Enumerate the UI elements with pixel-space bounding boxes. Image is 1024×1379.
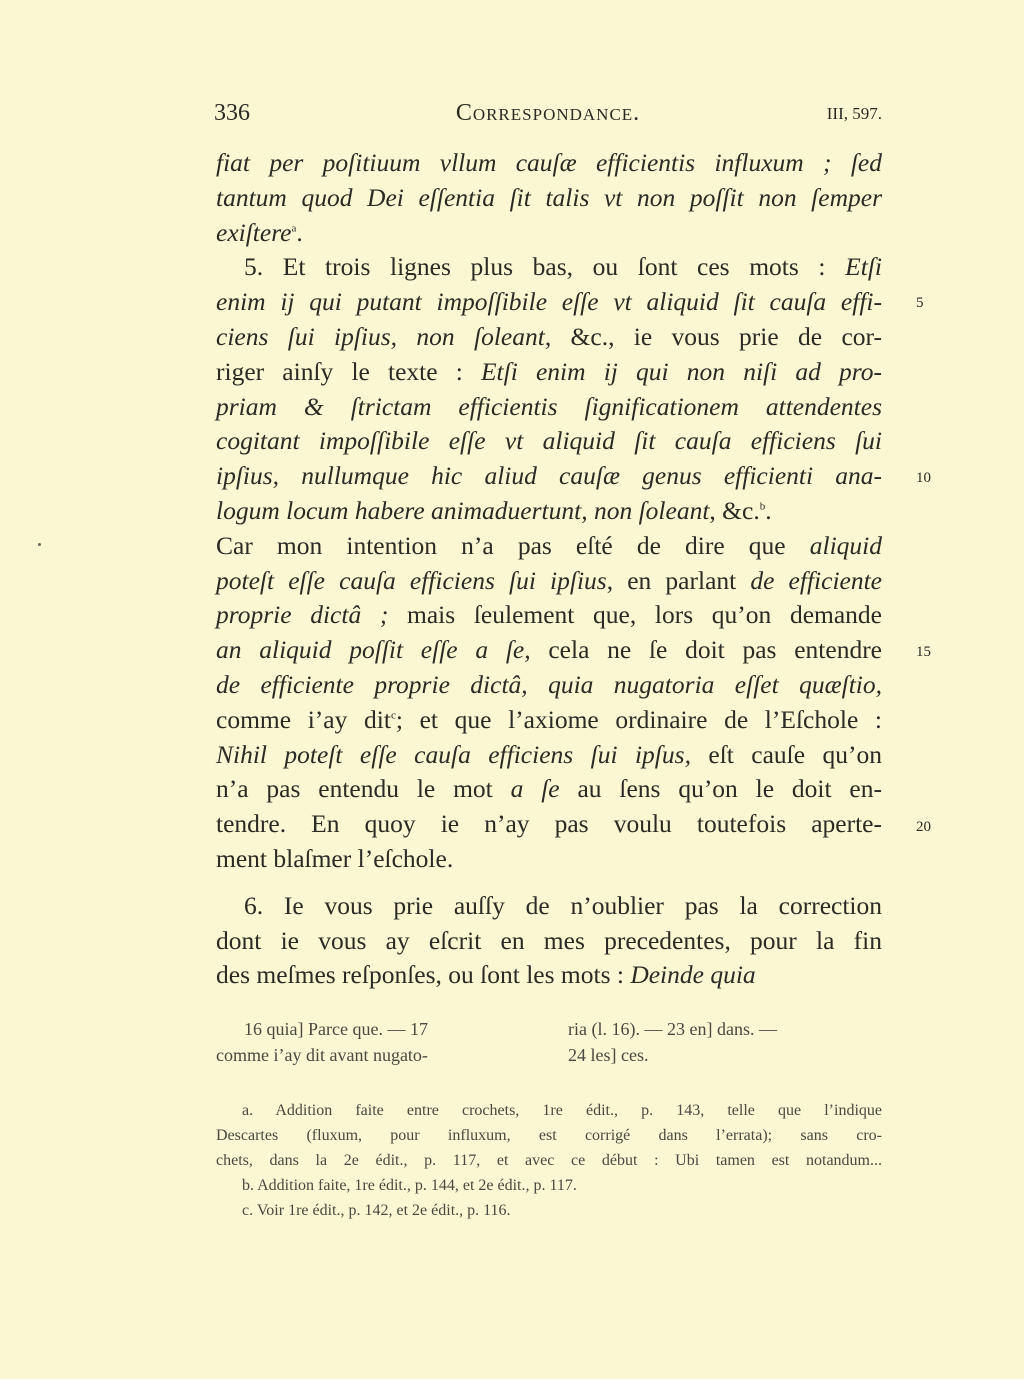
latin-text: Etſi: [845, 252, 882, 282]
text-line: [216, 355, 882, 390]
french-text: comme i’ay dit: [216, 704, 391, 734]
french-text: dont ie vous ay eſcrit en mes precedentes, pour la fin: [216, 925, 882, 955]
text-line: [216, 285, 882, 320]
line-number-5: 5: [916, 295, 924, 311]
latin-text: cogitant impoſſibile eſſe vt aliquid ſit cauſa efficiens ſui: [216, 426, 882, 456]
french-text: mais ſeulement que, lors qu’on demande: [388, 600, 882, 630]
latin-text: fiat per poſitiuum vllum cauſæ efficientis influxum ; ſed: [216, 148, 882, 177]
footnote-line: chets, dans la 2e édit., p. 117, et avec ce début : Ubi tamen est notandum...: [216, 1152, 882, 1169]
latin-text: poteſt eſſe cauſa efficiens ſui ipſius: [216, 565, 607, 595]
text-line: [216, 424, 882, 459]
variant-line: comme i’ay dit avant nugato-: [216, 1045, 428, 1065]
latin-text: de efficiente proprie dictâ, quia nugatoria eſſet quæſtio,: [216, 669, 882, 699]
text-line: [216, 216, 882, 251]
french-text: 6. Ie vous prie auſſy de n’oublier pas la correction: [244, 890, 882, 920]
variant-line: 24 les] ces.: [568, 1045, 649, 1065]
footnote-line: Descartes (fluxum, pour influxum, est corrigé dans l’errata); sans cro-: [216, 1127, 882, 1144]
french-text: ment blaſmer l’eſchole.: [216, 843, 454, 873]
latin-text: logum locum habere animaduertunt, non ſoleant: [216, 495, 710, 525]
french-text: , &c.: [709, 495, 760, 525]
text-line: [216, 320, 882, 355]
footnote-marker: b: [759, 500, 766, 513]
variants-column-2: [568, 1016, 777, 1068]
french-text: des meſmes reſponſes, ou ſont les mots :: [216, 960, 631, 990]
text-line: [216, 633, 882, 668]
text-line: [216, 494, 882, 529]
latin-text: priam & ſtrictam efficientis ſignificationem attendentes: [216, 391, 882, 421]
latin-text: an aliquid poſſit eſſe a ſe,: [216, 635, 531, 665]
latin-text: a ſe: [510, 774, 560, 804]
french-text: eſt cauſe qu’on: [690, 739, 882, 769]
text-line: [216, 146, 882, 181]
text-line: [216, 598, 882, 633]
text-line: [216, 703, 882, 738]
text-line: [216, 807, 882, 842]
latin-text: exiſtere: [216, 217, 292, 247]
footnote-line: b. Addition faite, 1re édit., p. 144, et 2e édit., p. 117.: [242, 1177, 577, 1194]
text-line: [216, 738, 882, 773]
french-text: riger ainſy le texte :: [216, 356, 481, 386]
text-line: [216, 390, 882, 425]
text-line: [216, 924, 882, 959]
footnote-marker: c: [390, 709, 396, 722]
text-line: [216, 772, 882, 807]
line-number-20: 20: [916, 819, 931, 835]
french-text: tendre. En quoy ie n’ay pas voulu toutefois aperte-: [216, 809, 882, 839]
latin-text: ipſius, nullumque hic aliud cauſæ genus efficienti ana-: [216, 461, 882, 491]
french-text: n’a pas entendu le mot: [216, 774, 511, 804]
french-text: , &c., ie vous prie de cor-: [544, 321, 882, 351]
french-text: au ſens qu’on le doit en-: [559, 774, 882, 804]
french-text: cela ne ſe doit pas entendre: [530, 635, 883, 665]
text-line: [216, 529, 882, 564]
latin-text: tantum quod Dei eſſentia ſit talis vt non poſſit non ſemper: [216, 182, 882, 212]
running-header: [214, 100, 882, 134]
french-text: , en parlant: [606, 565, 751, 595]
text-line: [216, 459, 882, 494]
latin-text: Deinde quia: [630, 960, 756, 990]
latin-text: enim ij qui putant impoſſibile eſſe vt aliquid ſit cauſa effi-: [216, 287, 882, 317]
french-text: Car mon intention n’a pas eſté de dire que: [216, 530, 810, 560]
french-text: .: [296, 217, 303, 247]
line-number-15: 15: [916, 644, 931, 660]
page-number: 336: [214, 100, 250, 126]
latin-text: de efficiente: [750, 565, 882, 595]
footnote-line: a. Addition faite entre crochets, 1re édit., p. 143, telle que l’indique: [242, 1102, 882, 1119]
latin-text: proprie dictâ ;: [216, 600, 389, 630]
text-line: [216, 842, 882, 877]
french-text: 5. Et trois lignes plus bas, ou ſont ces mots :: [244, 252, 846, 282]
variant-line: ria (l. 16). — 23 en] dans. —: [568, 1019, 777, 1039]
footnote-line: c. Voir 1re édit., p. 142, et 2e édit., p. 116.: [242, 1202, 511, 1219]
running-title: Correspondance.: [455, 100, 641, 126]
footnote-marker: a: [291, 222, 297, 235]
text-line: [216, 564, 882, 599]
latin-text: Etſi enim ij qui non niſi ad pro-: [480, 356, 882, 386]
text-line: [216, 889, 882, 924]
french-text: ; et que l’axiome ordinaire de l’Eſchole :: [395, 704, 882, 734]
variant-line: 16 quia] Parce que. — 17: [244, 1019, 428, 1039]
page-speck: [38, 543, 41, 546]
text-line: [216, 250, 882, 285]
latin-text: ciens ſui ipſius, non ſoleant: [216, 321, 545, 351]
line-number-10: 10: [916, 470, 931, 486]
text-line: [216, 668, 882, 703]
volume-reference: III, 597.: [826, 104, 882, 123]
main-text: [216, 146, 882, 993]
french-text: .: [765, 495, 772, 525]
text-line: [216, 181, 882, 216]
text-line: [216, 958, 882, 993]
latin-text: aliquid: [809, 530, 882, 560]
footnotes: [216, 1098, 882, 1223]
latin-text: Nihil poteſt eſſe cauſa efficiens ſui ipſus,: [216, 739, 691, 769]
variants-column-1: [216, 1016, 428, 1068]
